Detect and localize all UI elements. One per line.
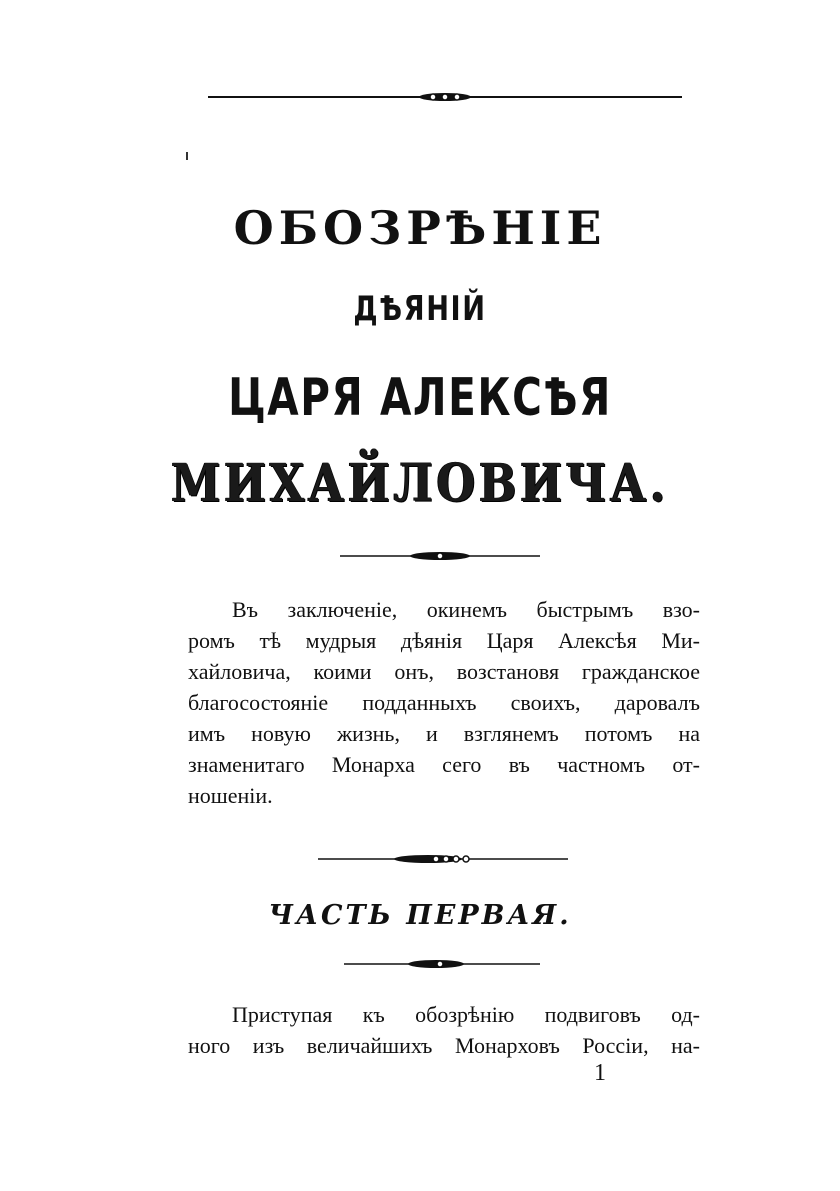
margin-mark [186,152,188,160]
section-ornament-rule [318,850,568,868]
intro-line: Въ заключеніе, окинемъ быстрымъ взо- [232,597,700,622]
intro-line: имъ новую жизнь, и взглянемъ потомъ на [188,721,700,746]
intro-paragraph [188,594,700,811]
top-ornament-rule [208,88,682,106]
body-line: ного изъ величайшихъ Монарховъ Россіи, на- [188,1033,700,1058]
title-line-4: МИХАЙЛОВИЧА. [171,453,669,514]
title-line-2: ДѢЯНІЙ [353,289,487,329]
body-line: Приступая къ обозрѣнію подвиговъ од- [232,1002,700,1027]
title-line-3: ЦАРЯ АЛЕКСѢЯ [228,368,612,428]
intro-line: ношеніи. [188,783,273,808]
intro-line: благосостояніе подданныхъ своихъ, даровалъ [188,690,700,715]
title-ornament-rule [340,547,540,565]
intro-line: хайловича, коими онъ, возстановя гражданское [188,659,700,684]
body-paragraph [188,999,700,1061]
page-number: 1 [594,1060,606,1086]
part-ornament-rule [344,955,540,973]
intro-line: знаменитаго Монарха сего въ частномъ от- [188,752,700,777]
intro-line: ромъ тѣ мудрыя дѣянія Царя Алексѣя Ми- [188,628,700,653]
part-heading: ЧАСТЬ ПЕРВАЯ. [268,900,572,931]
title-line-1: ОБОЗРѢНІЕ [233,201,607,255]
